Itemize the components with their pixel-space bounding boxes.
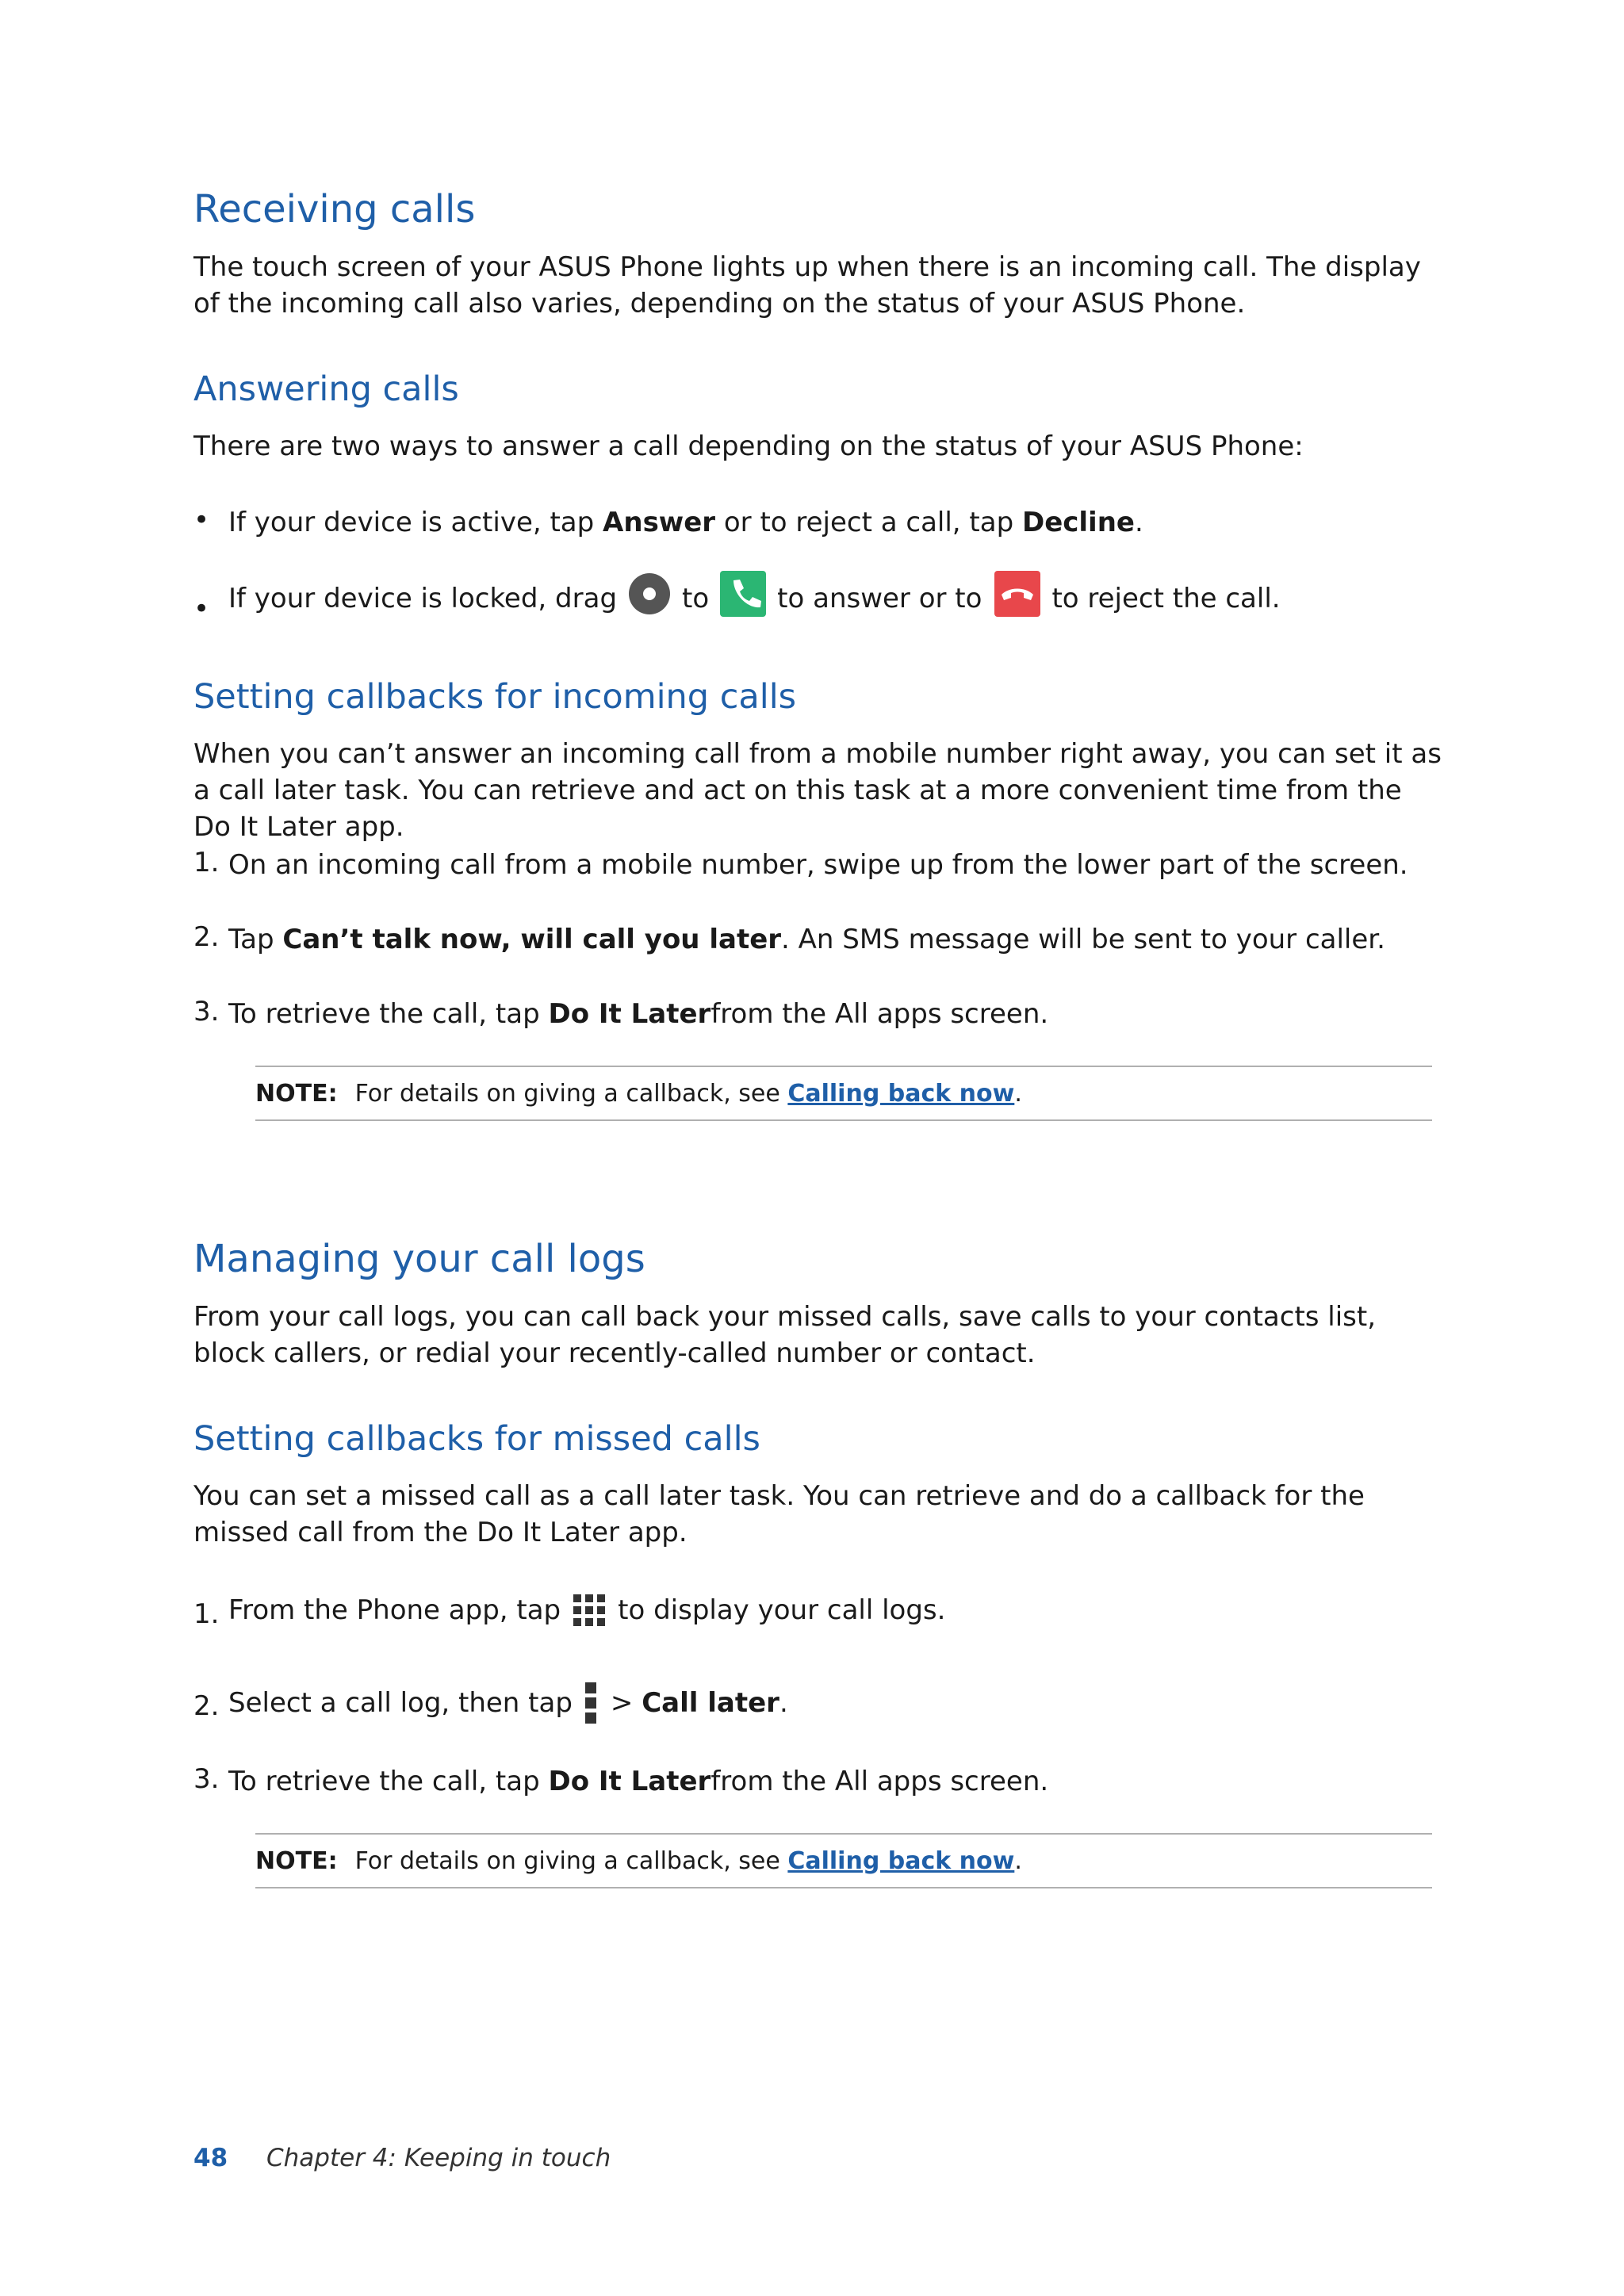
step-text: From the Phone app, tap: [228, 1594, 561, 1626]
note-box: [255, 1833, 1432, 1888]
heading-missed-callbacks: Setting callbacks for missed calls: [193, 1419, 760, 1459]
drag-circle-icon: [628, 572, 671, 625]
bullet-text: to reject the call.: [1051, 583, 1281, 614]
note-text: .: [1014, 1846, 1022, 1875]
note-label: NOTE:: [255, 1846, 338, 1875]
bullet-item-active: [228, 504, 1143, 541]
missed-step-3: [228, 1763, 1048, 1800]
cant-talk-term: Can’t talk now, will call you later: [282, 924, 782, 955]
missed-callbacks-text: You can set a missed call as a call later task. You can retrieve and do a callback for the missed call from the Do It Later app.: [193, 1480, 1365, 1548]
receiving-calls-text: The touch screen of your ASUS Phone lights up when there is an incoming call. The display of the incoming call also varies, depending on the status of your ASUS Phone.: [193, 251, 1421, 320]
step-text: To retrieve the call, tap: [228, 1766, 549, 1797]
call-later-term: Call later: [642, 1687, 779, 1719]
calling-back-now-link[interactable]: Calling back now: [787, 1079, 1015, 1108]
bullet-text: to: [682, 583, 710, 614]
heading-incoming-callbacks: Setting callbacks for incoming calls: [193, 677, 797, 717]
incoming-step-3: [228, 996, 1048, 1032]
step-number: 1.: [193, 847, 220, 878]
step-text: . An SMS message will be sent to your caller.: [781, 924, 1385, 955]
step-number: 3.: [193, 1763, 220, 1795]
step-number: 2.: [193, 1690, 220, 1722]
page-number: 48: [193, 2144, 228, 2172]
note-text: For details on giving a callback, see: [354, 1846, 788, 1875]
heading-answering-calls: Answering calls: [193, 369, 459, 409]
more-options-icon: [585, 1682, 596, 1724]
bullet-text: or to reject a call, tap: [715, 507, 1022, 538]
step-number: 2.: [193, 921, 220, 953]
do-it-later-term: Do It Later: [548, 998, 711, 1030]
bullet: •: [193, 593, 210, 625]
step-text: to display your call logs.: [618, 1594, 946, 1626]
note-text: For details on giving a callback, see: [354, 1079, 788, 1108]
note-box: [255, 1066, 1432, 1121]
step-text: from the All apps screen.: [710, 998, 1049, 1030]
answer-phone-icon: [720, 571, 766, 626]
step-number: 3.: [193, 996, 220, 1027]
call-log-grid-icon: [573, 1594, 605, 1626]
answer-term: Answer: [603, 507, 716, 538]
step-text: To retrieve the call, tap: [228, 998, 549, 1030]
step-text: Select a call log, then tap: [228, 1687, 573, 1719]
missed-step-1: [228, 1584, 945, 1636]
chapter-title: Chapter 4: Keeping in touch: [266, 2144, 611, 2172]
do-it-later-term: Do It Later: [548, 1766, 711, 1797]
bullet-text: If your device is active, tap: [228, 507, 603, 538]
managing-call-logs-text: From your call logs, you can call back your missed calls, save calls to your contacts list, block callers, or redial your recently-called number or contact.: [193, 1301, 1377, 1369]
bullet-item-locked: [228, 572, 1281, 625]
reject-phone-icon: [994, 571, 1040, 626]
missed-step-2: [228, 1671, 788, 1735]
incoming-step-2: [228, 921, 1385, 958]
incoming-step-1: On an incoming call from a mobile number, swipe up from the lower part of the screen.: [228, 849, 1408, 881]
step-text: >: [610, 1687, 642, 1719]
note-text: .: [1014, 1079, 1022, 1108]
heading-receiving-calls: Receiving calls: [193, 187, 476, 232]
note-label: NOTE:: [255, 1079, 338, 1108]
answering-intro: There are two ways to answer a call depending on the status of your ASUS Phone:: [193, 430, 1304, 462]
bullet: •: [193, 504, 210, 536]
decline-term: Decline: [1021, 507, 1135, 538]
incoming-callbacks-text: When you can’t answer an incoming call from a mobile number right away, you can set it as a call later task. You can retrieve and act on this task at a more convenient time from the Do It Later app.: [193, 738, 1442, 843]
bullet-text: If your device is locked, drag: [228, 583, 618, 614]
bullet-text: to answer or to: [777, 583, 982, 614]
heading-managing-call-logs: Managing your call logs: [193, 1237, 645, 1281]
page-footer: [193, 2144, 611, 2172]
bullet-text: .: [1134, 507, 1143, 538]
step-text: .: [779, 1687, 788, 1719]
step-number: 1.: [193, 1598, 220, 1630]
calling-back-now-link[interactable]: Calling back now: [787, 1846, 1015, 1875]
step-text: from the All apps screen.: [710, 1766, 1049, 1797]
step-text: Tap: [228, 924, 283, 955]
